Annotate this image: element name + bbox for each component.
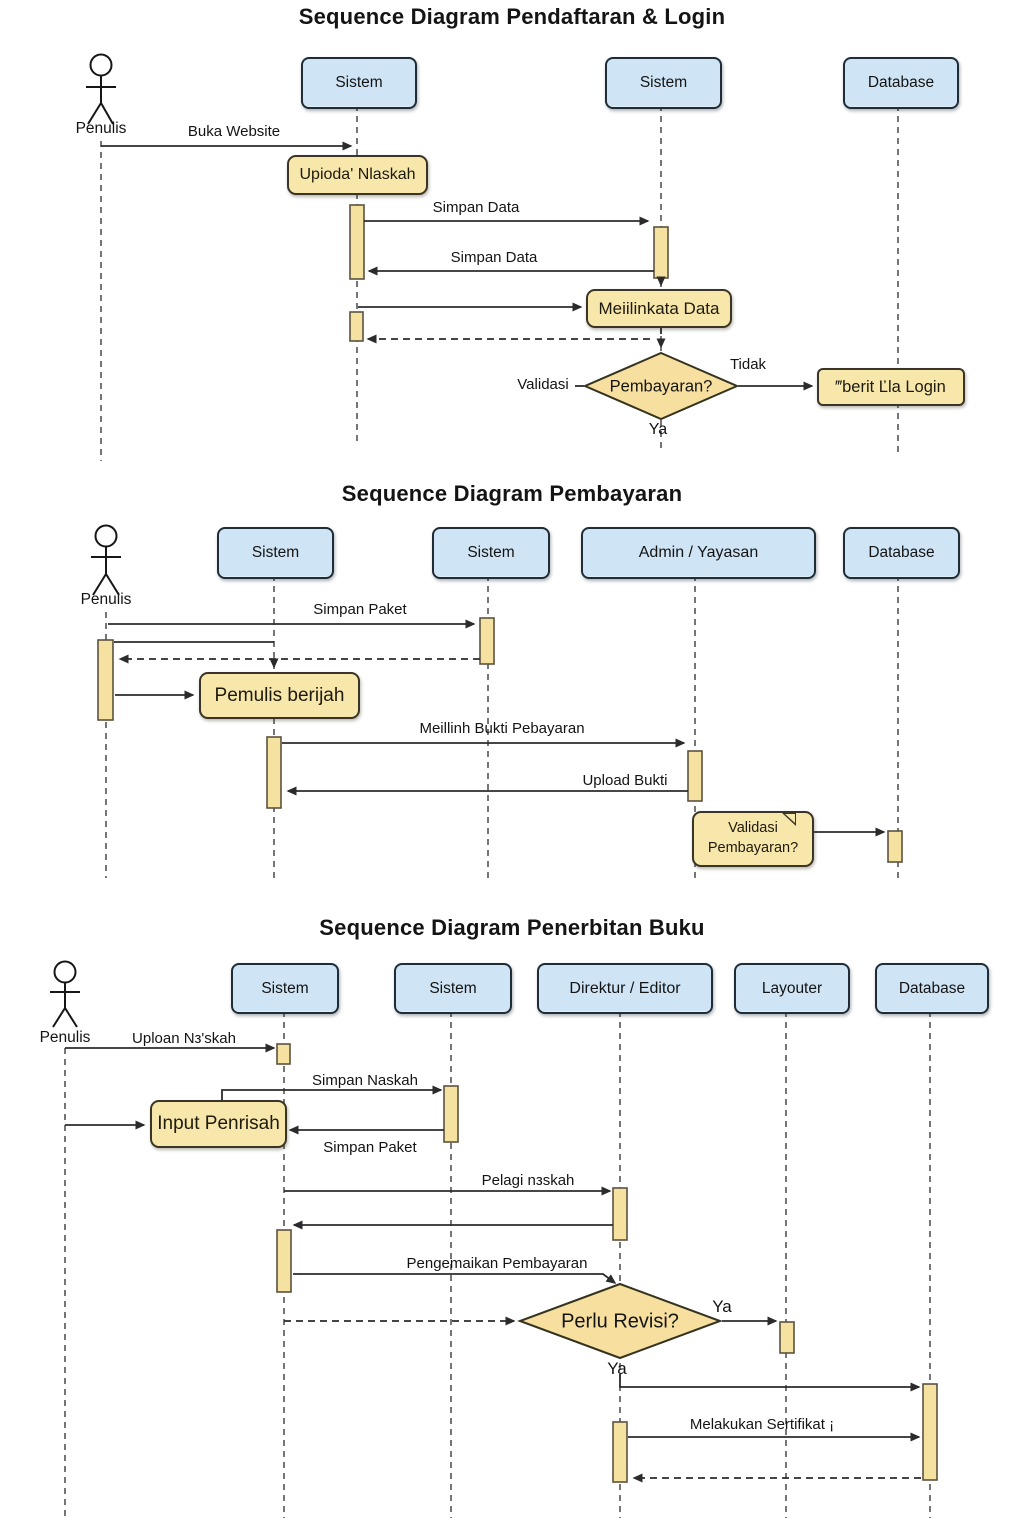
d3-note-input-penrisah: Input Penrisah: [150, 1100, 287, 1148]
d1-label-validasi: Validasi: [517, 376, 569, 393]
d3-actor-icon: [50, 962, 80, 1028]
d3-msg-upload-naskah: Uploan Nз'skah: [132, 1030, 236, 1047]
activation: [480, 618, 494, 664]
d3-participant-sistem-1: Sistem: [231, 963, 339, 1014]
d3-participant-database: Database: [875, 963, 989, 1014]
note-fold-corner-icon: [782, 813, 796, 826]
d1-label-tidak: Tidak: [729, 356, 767, 373]
arrow-ya-down: [620, 1374, 919, 1387]
d1-label-ya: Ya: [648, 421, 668, 438]
d2-participant-database: Database: [843, 527, 960, 579]
activation: [780, 1322, 794, 1353]
activation: [444, 1086, 458, 1142]
activation: [350, 205, 364, 279]
activation: [277, 1230, 291, 1292]
d3-title: Sequence Diagram Penerbitan Buku: [319, 915, 705, 940]
d2-actor-label: Penulis: [80, 591, 132, 608]
d2-note-validasi-line1: Validasi: [728, 820, 778, 837]
d3-decision-label: Perlu Revisi?: [561, 1310, 679, 1333]
d1-arrows: [101, 146, 812, 386]
d3-label-ya-bottom: Ya: [607, 1359, 627, 1378]
d2-actor-icon: [91, 526, 121, 596]
d3-msg-sertifikat: Melakukan Sertifikat ¡: [689, 1416, 835, 1433]
d2-msg-memilih-bukti: Meillinh Bukti Pebayaran: [419, 720, 585, 737]
d1-msg-buka-website: Buka Website: [187, 123, 281, 140]
d2-participant-sistem-2: Sistem: [432, 527, 550, 579]
activation: [688, 751, 702, 801]
d1-actor-label: Penulis: [75, 120, 127, 137]
arrow-pengembalian: [293, 1274, 615, 1283]
activation: [888, 831, 902, 862]
activation: [98, 640, 113, 720]
d1-title: Sequence Diagram Pendaftaran & Login: [298, 4, 726, 29]
d2-note-pemulis-berijah: Pemulis berijah: [199, 672, 360, 719]
d1-note-upload-naskah: Upioda' Nlaskah: [287, 155, 428, 195]
d3-participant-layouter: Layouter: [734, 963, 850, 1014]
d1-decision-label: Pembayaran?: [609, 377, 713, 396]
d1-lifelines: [101, 105, 898, 461]
d3-activations: [277, 1044, 937, 1482]
d1-msg-simpan-data-res: Simpan Data: [450, 249, 538, 266]
d3-participant-sistem-2: Sistem: [394, 963, 512, 1014]
activation: [613, 1188, 627, 1240]
d3-msg-simpan-naskah: Simpan Naskah: [312, 1072, 418, 1089]
d3-msg-pelagi-naskah: Pelagi nзskah: [481, 1172, 575, 1189]
d1-participant-database: Database: [843, 57, 959, 109]
d1-participant-sistem-2: Sistem: [605, 57, 722, 109]
activation: [654, 227, 668, 278]
activation: [277, 1044, 290, 1064]
d1-msg-simpan-data-req: Simpan Data: [432, 199, 520, 216]
d2-note-validasi-line2: Pembayaran?: [707, 840, 799, 856]
d3-label-ya-right: Ya: [712, 1297, 732, 1316]
d1-actor-icon: [86, 55, 116, 125]
d2-participant-sistem-1: Sistem: [217, 527, 334, 579]
activation: [613, 1422, 627, 1482]
d2-msg-simpan-paket: Simpan Paket: [313, 601, 407, 618]
d1-note-berit-login: ‴berit Ľla Login: [817, 368, 965, 406]
d3-msg-simpan-paket: Simpan Paket: [323, 1139, 417, 1156]
d3-participant-direktur-editor: Direktur / Editor: [537, 963, 713, 1014]
d2-msg-upload-bukti: Upload Bukti: [582, 772, 668, 789]
activation: [350, 312, 363, 341]
d3-msg-pengembalian: Pengemaikan Pembayaran: [406, 1255, 588, 1272]
d2-participant-admin-yayasan: Admin / Yayasan: [581, 527, 816, 579]
d3-actor-label: Penulis: [39, 1029, 91, 1046]
activation: [267, 737, 281, 808]
d2-title: Sequence Diagram Pembayaran: [341, 481, 683, 506]
d1-note-meiilinkata: Meiilinkata Data: [586, 289, 732, 328]
activation: [923, 1384, 937, 1480]
d1-participant-sistem-1: Sistem: [301, 57, 417, 109]
